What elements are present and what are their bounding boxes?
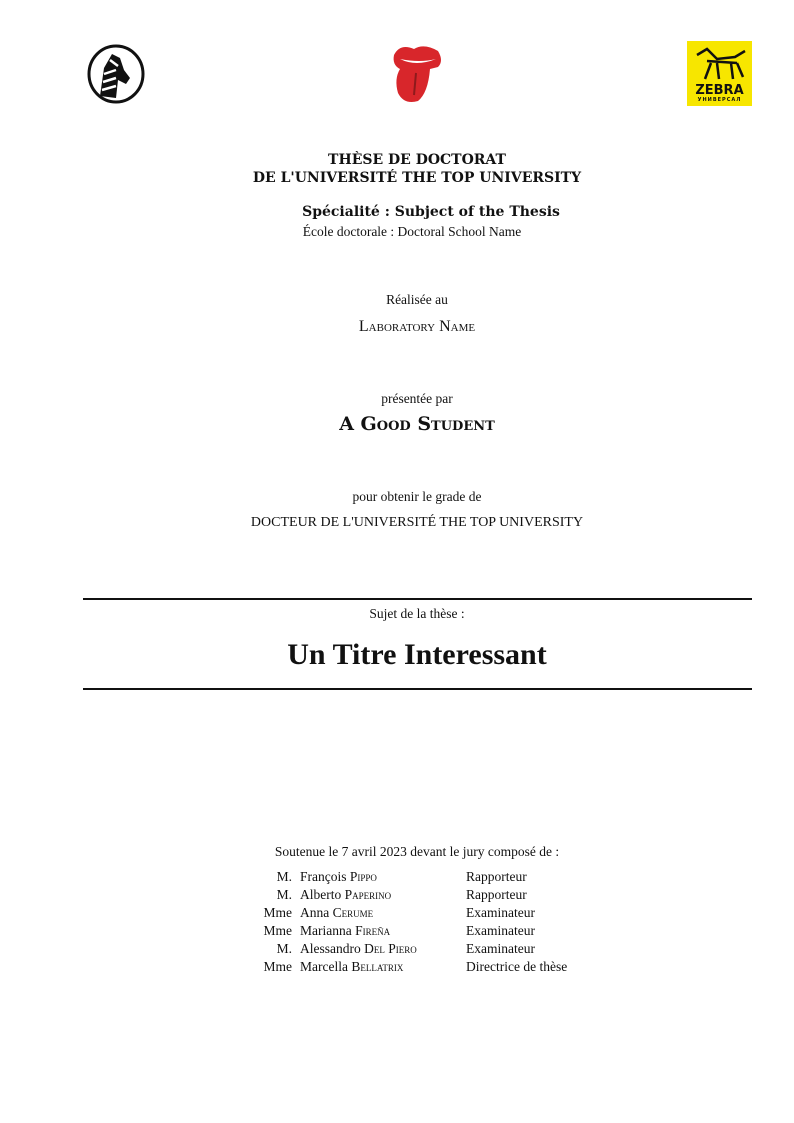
jury-role: Rapporteur [466,869,527,884]
zebra-universal-logo [687,41,752,106]
doctoral-school: École doctorale : Doctoral School Name [302,224,522,239]
top-rule [83,598,752,600]
jury-row [246,904,571,922]
jury-name [296,922,462,940]
logo-text: ZEBRA [695,83,744,98]
defense-intro: Soutenue le 7 avril 2023 devant le jury composé de : [274,844,560,859]
jury-title: M. [276,941,292,956]
jury-first-name: Marcella [300,959,348,974]
jury-name [296,886,462,904]
jury-title: Mme [263,905,292,920]
jury-name [296,958,462,976]
jury-first-name: François [300,869,347,884]
jury-row [246,922,571,940]
degree-intro: pour obtenir le grade de [352,489,482,504]
jury-name [296,940,462,958]
zebra-figure-icon [687,41,752,81]
header-line2: DE L'UNIVERSITÉ THE TOP UNIVERSITY [252,170,582,186]
zebra-head-logo [86,44,146,104]
jury-row [246,886,571,904]
tongue-logo [390,43,446,105]
jury-title: M. [276,887,292,902]
jury-table [246,868,571,976]
jury-role: Examinateur [466,905,535,920]
subject-label: Sujet de la thèse : [369,606,465,621]
logo-subtext: УНИВЕРСАЛ [697,97,742,103]
jury-row [246,868,571,886]
jury-title: M. [276,869,292,884]
jury-row [246,958,571,976]
jury-role: Examinateur [466,923,535,938]
jury-last-name: Paperino [344,887,392,902]
jury-last-name: Fireña [355,923,391,938]
jury-first-name: Anna [300,905,330,920]
jury-first-name: Alberto [300,887,342,902]
jury-last-name: Cerume [332,905,374,920]
jury-first-name: Alessandro [300,941,361,956]
jury-name [296,904,462,922]
jury-last-name: Del Piero [364,941,417,956]
jury-role: Examinateur [466,941,535,956]
jury-row [246,940,571,958]
speciality: Spécialité : Subject of the Thesis [302,204,560,220]
degree-name: DOCTEUR DE L'UNIVERSITÉ THE TOP UNIVERSITY [250,515,584,530]
jury-last-name: Bellatrix [351,959,404,974]
jury-last-name: Pippo [349,869,377,884]
jury-name [296,868,462,886]
jury-title: Mme [263,959,292,974]
jury-title: Mme [263,923,292,938]
header-line1: THÈSE DE DOCTORAT [328,152,506,168]
author-intro: présentée par [381,391,453,406]
jury-role: Rapporteur [466,887,527,902]
lab-name: Laboratory Name [358,318,476,335]
jury-role: Directrice de thèse [466,959,568,974]
lab-intro: Réalisée au [386,292,448,307]
author-name: A Good Student [339,413,495,435]
bottom-rule [83,688,752,690]
jury-first-name: Marianna [300,923,352,938]
thesis-title: Un Titre Interessant [287,638,547,671]
